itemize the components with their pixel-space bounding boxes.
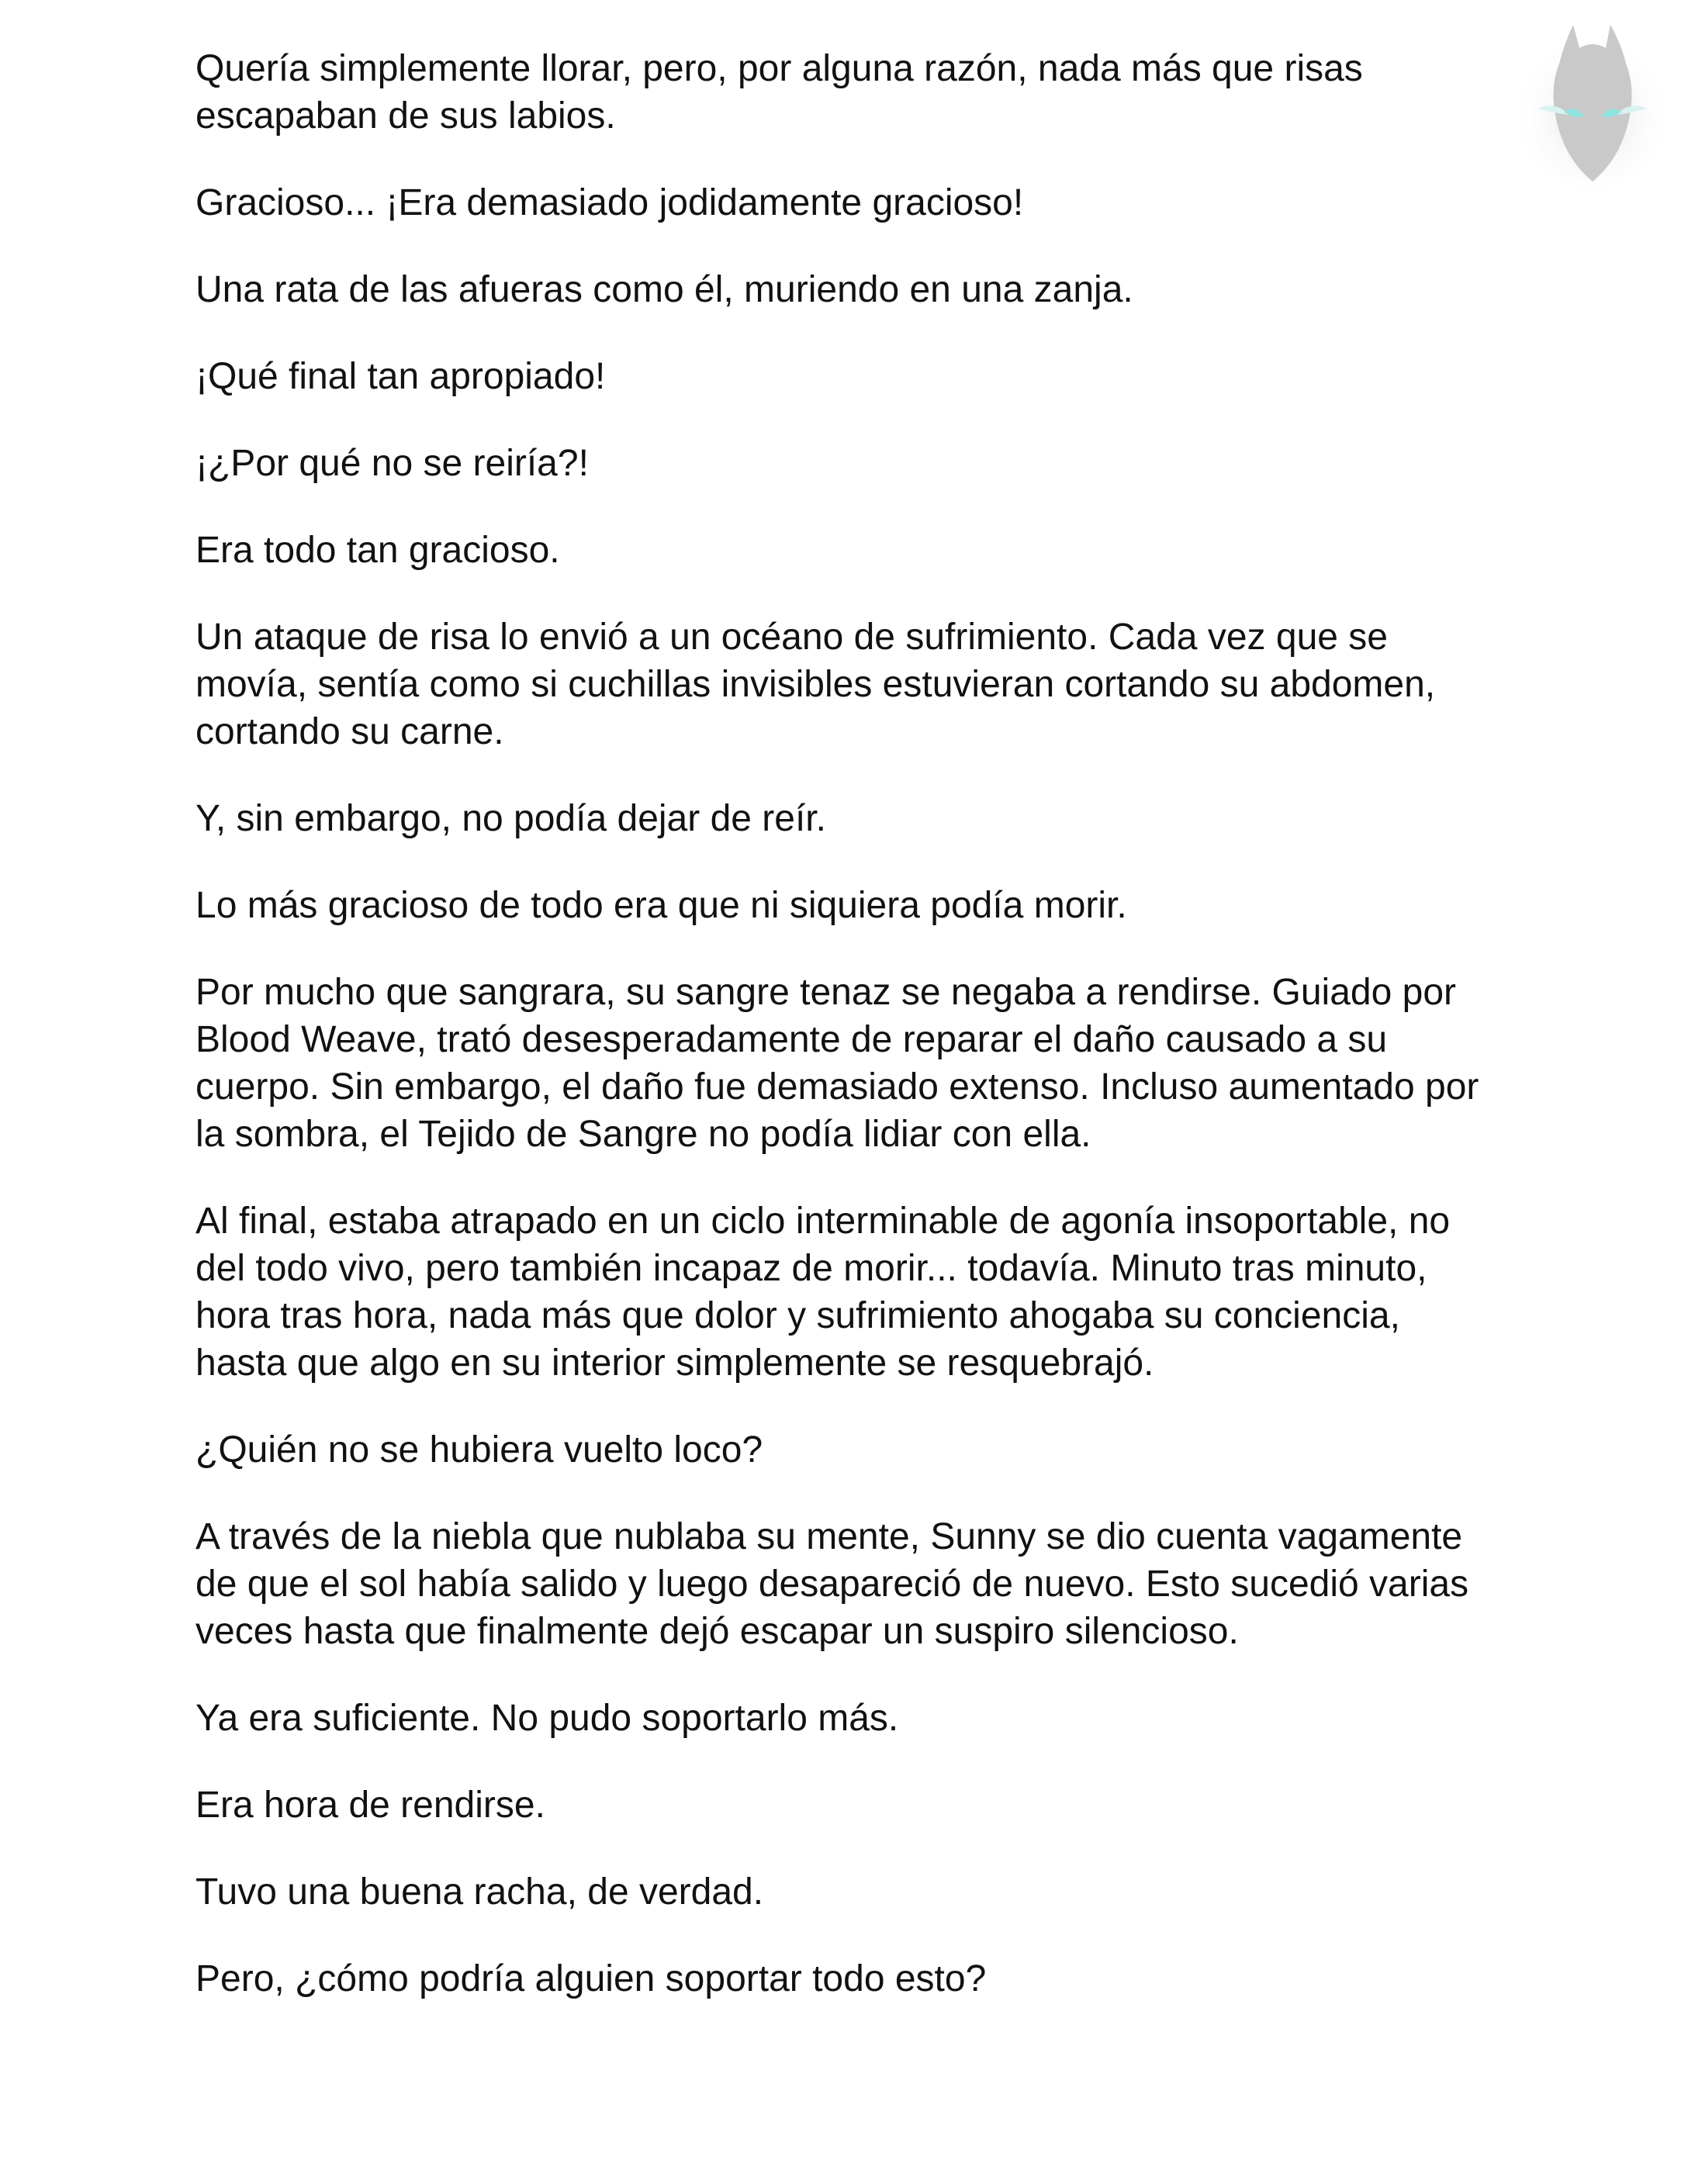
paragraph-12: ¿Quién no se hubiera vuelto loco? — [195, 1429, 763, 1470]
paragraph-1: Quería simplemente llorar, pero, por alguna razón, nada más que risas escapaban de sus labios. — [195, 48, 1363, 136]
paragraph-13: A través de la niebla que nublaba su mente, Sunny se dio cuenta vagamente de que el sol había salido y luego desapareció de nuevo. Esto sucedió varias veces hasta que finalmente dejó escapar un suspiro silencioso. — [195, 1516, 1469, 1652]
paragraph-11: Al final, estaba atrapado en un ciclo interminable de agonía insoportable, no del todo vivo, pero también incapaz de morir... todavía. Minuto tras minuto, hora tras hora, nada más que dolor y sufrimiento ahogaba su conciencia, hasta que algo en su interior simplemente se resquebrajó. — [195, 1201, 1451, 1384]
paragraph-17: Pero, ¿cómo podría alguien soportar todo esto? — [195, 1958, 987, 1999]
paragraph-7: Un ataque de risa lo envió a un océano de sufrimiento. Cada vez que se movía, sentía como si cuchillas invisibles estuvieran cortando su abdomen, cortando su carne. — [195, 617, 1436, 752]
paragraph-14: Ya era suficiente. No pudo soportarlo más. — [195, 1698, 899, 1739]
paragraph-2: Gracioso... ¡Era demasiado jodidamente gracioso! — [195, 182, 1024, 223]
text-column — [195, 45, 1499, 2042]
paragraph-16: Tuvo una buena racha, de verdad. — [195, 1871, 764, 1913]
paragraph-3: Una rata de las afueras como él, muriendo en una zanja. — [195, 269, 1133, 310]
paragraph-15: Era hora de rendirse. — [195, 1785, 545, 1826]
paragraph-6: Era todo tan gracioso. — [195, 530, 560, 571]
paragraph-9: Lo más gracioso de todo era que ni siquiera podía morir. — [195, 885, 1127, 926]
paragraph-4: ¡Qué final tan apropiado! — [195, 356, 606, 397]
paragraph-10: Por mucho que sangrara, su sangre tenaz se negaba a rendirse. Guiado por Blood Weave, trató desesperadamente de reparar el daño causado a su cuerpo. Sin embargo, el daño fue demasiado extenso. Incluso aumentado por la sombra, el Tejido de Sangre no podía lidiar con ella. — [195, 972, 1479, 1155]
demon-head-icon — [1519, 17, 1666, 188]
paragraph-8: Y, sin embargo, no podía dejar de reír. — [195, 798, 826, 839]
paragraph-5: ¡¿Por qué no se reiría?! — [195, 443, 589, 484]
